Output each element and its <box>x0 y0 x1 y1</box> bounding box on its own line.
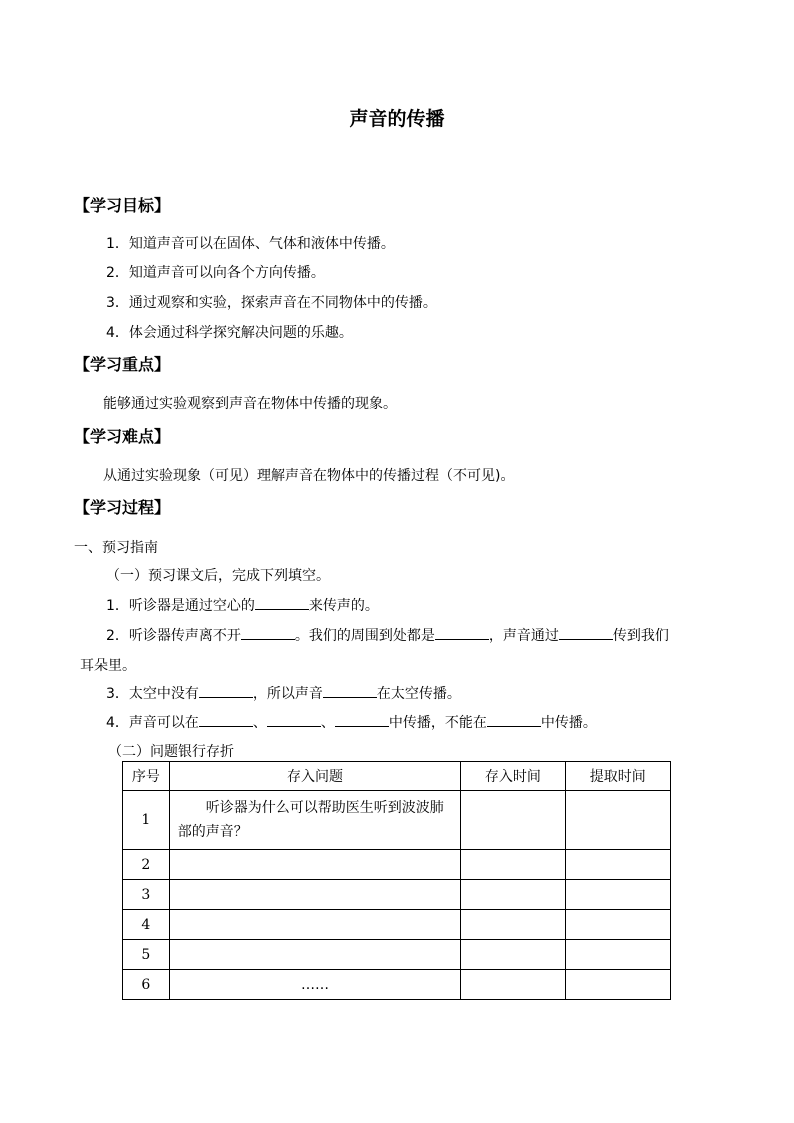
withdraw-time-cell[interactable] <box>565 850 670 880</box>
row-number: 6 <box>123 970 170 1000</box>
answer-blank[interactable] <box>199 712 253 727</box>
deposit-time-cell[interactable] <box>461 940 565 970</box>
withdraw-time-cell[interactable] <box>565 910 670 940</box>
answer-blank[interactable] <box>487 712 541 727</box>
column-header-deposit-time: 存入时间 <box>461 762 565 791</box>
table-row <box>123 791 671 850</box>
question-cell[interactable] <box>169 910 460 940</box>
question-cell[interactable]: …… <box>169 970 460 1000</box>
question-bank-table <box>122 761 671 1000</box>
section-heading-goals: 【学习目标】 <box>74 196 171 215</box>
question-cell[interactable] <box>169 880 460 910</box>
answer-blank[interactable] <box>323 683 377 698</box>
question-text: 4．声音可以在 <box>106 715 199 731</box>
section-heading-difficulties: 【学习难点】 <box>74 427 171 446</box>
question-text: 1．听诊器是通过空心的 <box>106 598 255 614</box>
table-row <box>123 940 671 970</box>
deposit-time-cell[interactable] <box>461 791 565 850</box>
deposit-time-cell[interactable] <box>461 970 565 1000</box>
answer-blank[interactable] <box>199 683 253 698</box>
question-text: 。我们的周围到处都是 <box>294 628 435 644</box>
row-number: 1 <box>123 791 170 850</box>
question-cell[interactable] <box>169 940 460 970</box>
difficulties-text: 从通过实验现象（可见）理解声音在物体中的传播过程（不可见)。 <box>103 468 515 484</box>
row-number: 3 <box>123 880 170 910</box>
subheading-question-bank: （二）问题银行存折 <box>108 744 234 760</box>
fill-question-1 <box>106 595 379 615</box>
section-heading-process: 【学习过程】 <box>74 498 171 517</box>
row-number: 4 <box>123 910 170 940</box>
withdraw-time-cell[interactable] <box>565 791 670 850</box>
column-header-question: 存入问题 <box>169 762 460 791</box>
table-row <box>123 970 671 1000</box>
goal-item: 1．知道声音可以在固体、气体和液体中传播。 <box>106 236 395 252</box>
key-points-text: 能够通过实验观察到声音在物体中传播的现象。 <box>103 396 397 412</box>
goal-item: 3．通过观察和实验，探索声音在不同物体中的传播。 <box>106 295 437 311</box>
row-number: 5 <box>123 940 170 970</box>
question-text: 、 <box>252 715 267 731</box>
column-header-number: 序号 <box>123 762 170 791</box>
section-heading-key-points: 【学习重点】 <box>74 355 171 374</box>
subheading-fill-blanks: （一）预习课文后，完成下列填空。 <box>106 568 330 584</box>
withdraw-time-cell[interactable] <box>565 940 670 970</box>
question-text: 中传播。 <box>540 715 597 731</box>
question-text: 在太空传播。 <box>376 686 461 702</box>
page-title: 声音的传播 <box>349 108 445 130</box>
answer-blank[interactable] <box>267 712 321 727</box>
deposit-time-cell[interactable] <box>461 910 565 940</box>
column-header-withdraw-time: 提取时间 <box>565 762 670 791</box>
table-row <box>123 850 671 880</box>
fill-question-3 <box>106 683 461 703</box>
question-cell[interactable] <box>169 791 460 850</box>
withdraw-time-cell[interactable] <box>565 880 670 910</box>
answer-blank[interactable] <box>241 625 295 640</box>
question-text: 、 <box>320 715 335 731</box>
question-text: ，声音通过 <box>488 628 559 644</box>
question-text: 传到我们 <box>612 628 669 644</box>
question-text: 来传声的。 <box>308 598 379 614</box>
deposit-time-cell[interactable] <box>461 850 565 880</box>
question-text: 2．听诊器传声离不开 <box>106 628 241 644</box>
table-header-row <box>123 762 671 791</box>
withdraw-time-cell[interactable] <box>565 970 670 1000</box>
answer-blank[interactable] <box>255 595 309 610</box>
question-cell[interactable] <box>169 850 460 880</box>
goal-item: 2．知道声音可以向各个方向传播。 <box>106 265 325 281</box>
goal-item: 4．体会通过科学探究解决问题的乐趣。 <box>106 325 353 341</box>
row-number: 2 <box>123 850 170 880</box>
table-row <box>123 880 671 910</box>
part-heading-preview: 一、预习指南 <box>74 540 158 556</box>
question-text: 中传播，不能在 <box>388 715 487 731</box>
fill-question-2 <box>106 625 669 645</box>
deposit-time-cell[interactable] <box>461 880 565 910</box>
question-text: ，所以声音 <box>252 686 323 702</box>
answer-blank[interactable] <box>559 625 613 640</box>
fill-question-4 <box>106 712 597 732</box>
question-text: 3．太空中没有 <box>106 686 199 702</box>
table-row <box>123 910 671 940</box>
question-text: 听诊器为什么可以帮助医生听到波波肺部的声音？ <box>177 800 444 840</box>
fill-question-2-continued: 耳朵里。 <box>80 658 136 674</box>
answer-blank[interactable] <box>335 712 389 727</box>
answer-blank[interactable] <box>435 625 489 640</box>
